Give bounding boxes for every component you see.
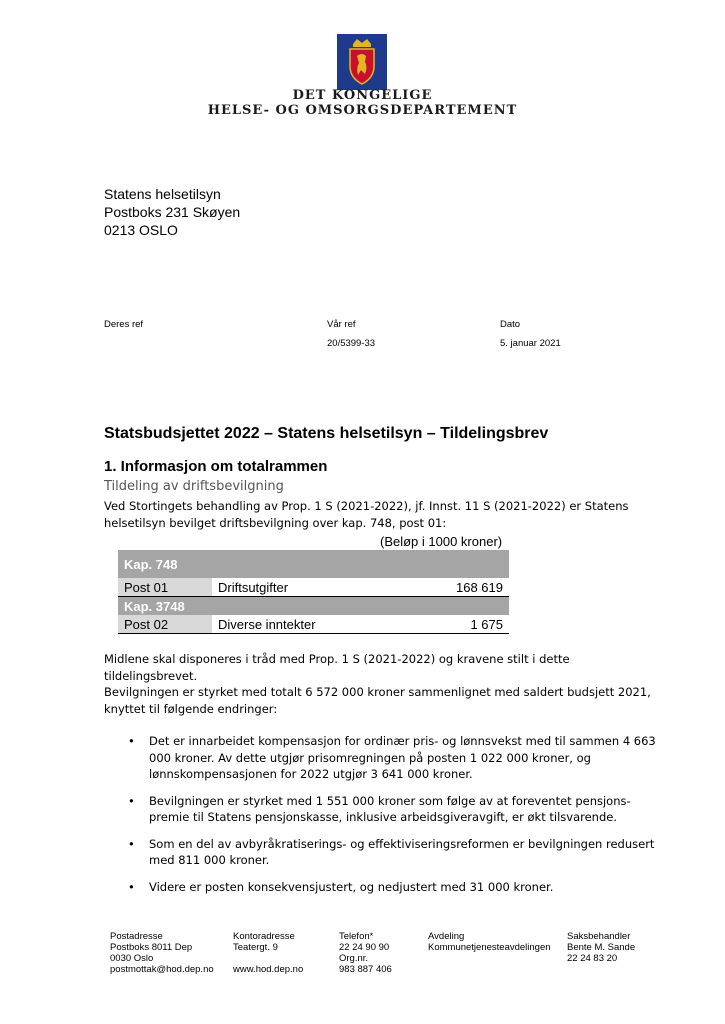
amount-cell: 168 619 [405,578,509,597]
list-item: • Som en del av avbyråkratiserings- og effektiviseringsreformen er bevilgningen redusert med 811 000 kroner. [128,836,655,867]
intro-paragraph: Ved Stortingets behandling av Prop. 1 S (2021-2022), jf. Innst. 11 S (2021-2022) er Statens helsetilsyn bevilget driftsbevilgning over kap. 748, post 01: [104,499,629,530]
recipient-street: Postboks 231 Skøyen [104,204,241,220]
recipient-city: 0213 OSLO [104,222,178,238]
amount-unit-note: (Beløp i 1000 kroner) [380,534,503,549]
list-item: • Bevilgningen er styrket med 1 551 000 kroner som følge av at foreventet pensjons-premie til Statens pensjonskasse, inklusive arbeidsgiveravgift, er økt tilsvarende. [128,793,631,824]
deres-ref-label: Deres ref [104,319,144,330]
kap-748-header: Kap. 748 [118,550,509,578]
table-row [118,615,509,634]
section-subheading: Tildeling av driftsbevilgning [104,479,284,494]
var-ref-label: Vår ref [327,319,356,330]
table-row [118,550,509,578]
footer-postadresse: Postadresse Postboks 8011 Dep 0030 Oslo postmottak@hod.dep.no [110,931,214,975]
list-item: • Videre er posten konsekvensjustert, og nedjustert med 31 000 kroner. [128,879,554,894]
budget-table [118,550,509,634]
paragraph-increase: Bevilgningen er styrket med totalt 6 572 000 kroner sammenlignet med saldert budsjett 2021, knyttet til følgende endringer: [104,685,651,716]
amount-cell: 1 675 [405,615,509,634]
dato-label: Dato [500,319,521,330]
document-title: Statsbudsjettet 2022 – Statens helsetilsyn – Tildelingsbrev [104,425,549,442]
footer-email[interactable]: postmottak@hod.dep.no [110,964,214,975]
var-ref-value: 20/5399-33 [327,338,376,349]
description-cell: Diverse inntekter [212,615,405,634]
recipient-address [104,185,240,239]
footer-avdeling: Avdeling Kommunetjenesteavdelingen [428,931,551,953]
post-cell: Post 01 [118,578,212,597]
bullet-icon: • [128,793,135,808]
description-cell: Driftsutgifter [212,578,405,597]
table-row [118,578,509,597]
paragraph-disposition: Midlene skal disponeres i tråd med Prop. 1 S (2021-2022) og kravene stilt i dette tildelingsbrevet. [104,652,570,683]
footer-website[interactable]: www.hod.dep.no [233,964,304,975]
kap-3748-header: Kap. 3748 [118,597,509,616]
bullet-icon: • [128,734,135,748]
bullet-icon: • [128,836,135,851]
footer-kontoradresse: Kontoradresse Teatergt. 9 www.hod.dep.no [233,931,304,975]
bullet-icon: • [128,879,135,894]
dato-value: 5. januar 2021 [500,338,561,349]
footer-saksbehandler: Saksbehandler Bente M. Sande 22 24 83 20 [567,931,636,964]
letterhead-line-2: HELSE- OG OMSORGSDEPARTEMENT [207,103,518,118]
post-cell: Post 02 [118,615,212,634]
list-item: • Det er innarbeidet kompensasjon for ordinær pris- og lønnsvekst med til sammen 4 663 000 kroner. Av dette utgjør prisomregningen på posten 1 022 000 kroner, og lønnskompensasjonen for 2022 utgjør 3 641 000 kroner. [128,734,656,781]
table-row [118,597,509,616]
change-list [104,733,664,905]
section-heading: 1. Informasjon om totalrammen [104,458,328,475]
coat-of-arms-logo [337,34,387,90]
footer-telefon: Telefon* 22 24 90 90 Org.nr. 983 887 406 [339,931,392,975]
recipient-name: Statens helsetilsyn [104,186,221,202]
letterhead-line-1: DET KONGELIGE [292,88,433,103]
